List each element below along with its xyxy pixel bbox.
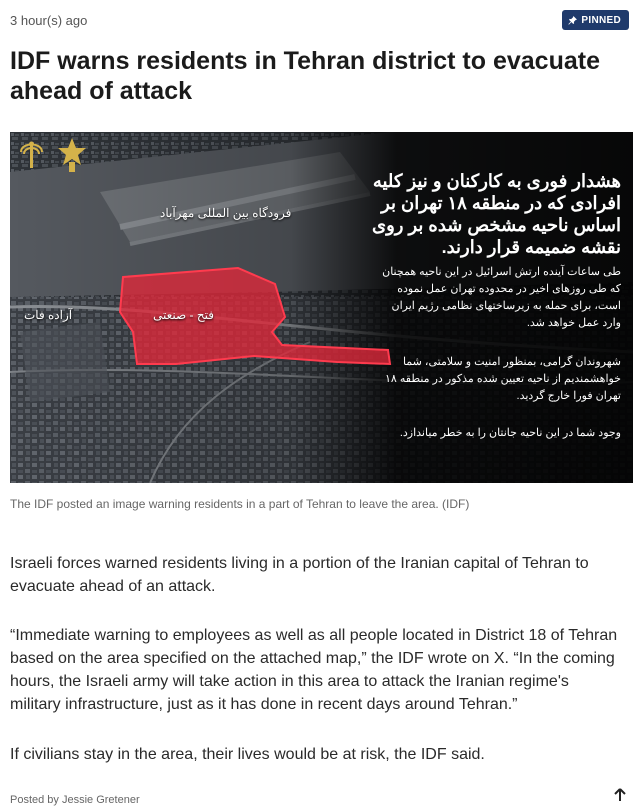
post-footer (10, 790, 627, 806)
posted-by: Posted by Jessie Gretener (10, 794, 140, 806)
map-label-airport: فرودگاه بین المللی مهرآباد (160, 206, 292, 220)
image-caption: The IDF posted an image warning residents in a part of Tehran to leave the area. (IDF) (10, 497, 470, 511)
article-paragraph-1: Israeli forces warned residents living in a portion of the Iranian capital of Tehran to evacuate ahead of an attack. (10, 555, 589, 595)
article-paragraph-2: “Immediate warning to employees as well as all people located in District 18 of Tehran based on the area specified on the attached map,” the IDF wrote on X. “In the coming hours, the Israeli army will take action in this area to attack the Iranian regime's military infrastructure, just as it has done in recent days around Tehran.” (10, 627, 618, 713)
map-label-azadeh: آزاده فات (24, 308, 73, 322)
pin-icon (568, 16, 577, 25)
warning-paragraph-2: شهروندان گرامی، بمنظور امنیت و سلامتی، شما خواهشمندیم از ناحیه تعیین شده مذکور در منطقه ۱۸ تهران فورا خارج گردید. (384, 356, 621, 402)
pinned-badge (562, 10, 629, 30)
map-label-fath: فتح - صنعتی (153, 308, 214, 322)
post-timestamp: 3 hour(s) ago (10, 13, 88, 28)
warning-map-image[interactable] (10, 132, 633, 483)
article-paragraph-3: If civilians stay in the area, their lives would be at risk, the IDF said. (10, 746, 485, 763)
warning-paragraph-3: وجود شما در این ناحیه جانتان را به خطر میاندازد. (399, 427, 621, 439)
post-meta-bar (10, 12, 629, 32)
warning-heading: هشدار فوری به کارکنان و نیز کلیه افرادی که در منطقه ۱۸ تهران بر اساس ناحیه مشخص شده بر روی نقشه ضمیمه قرار دارند. (372, 171, 621, 257)
idf-logo-icon (20, 136, 98, 174)
post-headline: IDF warns residents in Tehran district to evacuate ahead of attack (10, 47, 600, 105)
warning-paragraph-1: طی ساعات آینده ارتش اسرائیل در این ناحیه همچنان که طی روزهای اخیر در محدوده تهران عمل نموده است، برای حمله به زیرساختهای نظامی رژیم ایران وارد عمل خواهد شد. (382, 266, 621, 329)
pinned-label: PINNED (581, 14, 621, 26)
